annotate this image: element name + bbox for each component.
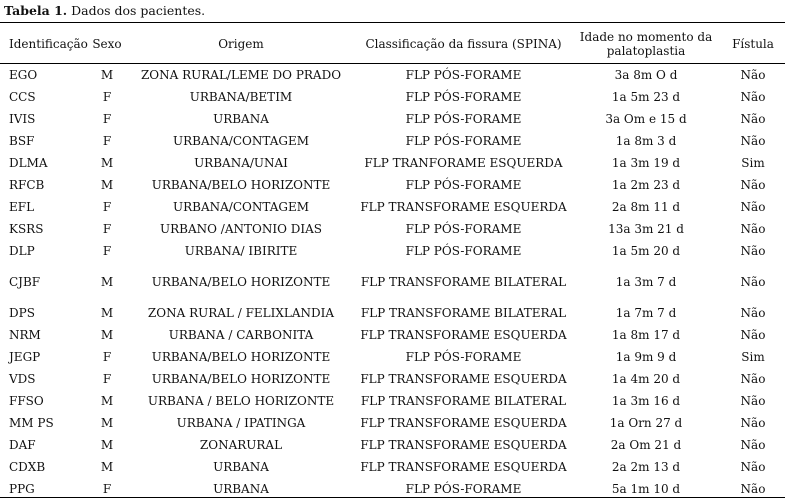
cell-sexo: F [102, 90, 112, 104]
column-header: Origem [218, 36, 264, 51]
cell-idade: 1a 9m 9 d [615, 350, 677, 364]
table-row [0, 174, 785, 196]
cell-fistula: Sim [741, 156, 765, 170]
table-row [0, 346, 785, 368]
cell-identificacao: RFCB [9, 178, 45, 192]
cell-identificacao: DAF [9, 438, 36, 452]
cell-idade: 2a 8m 11 d [611, 200, 681, 214]
cell-identificacao: CJBF [9, 274, 41, 289]
cell-identificacao: JEGP [9, 350, 41, 364]
cell-origem: URBANA/BETIM [189, 90, 293, 104]
cell-classificacao: FLP TRANSFORAME ESQUERDA [360, 328, 567, 342]
table-row [0, 456, 785, 478]
cell-origem: URBANA / CARBONITA [168, 328, 314, 342]
cell-sexo: F [102, 134, 112, 148]
cell-fistula: Não [740, 394, 766, 408]
cell-origem: URBANA/BELO HORIZONTE [151, 274, 331, 289]
column-header: Idade no momento da palatoplastia [579, 29, 713, 58]
table-row [0, 368, 785, 390]
cell-idade: 1a 2m 23 d [611, 178, 681, 192]
table-row [0, 412, 785, 434]
cell-sexo: M [100, 305, 114, 320]
cell-identificacao: BSF [9, 134, 35, 148]
cell-idade: 13a 3m 21 d [608, 222, 684, 236]
column-header: Classificação da fissura (SPINA) [365, 36, 562, 51]
table-row [0, 262, 785, 301]
cell-origem: ZONA RURAL / FELIXLANDIA [147, 305, 335, 320]
cell-idade: 1a 8m 3 d [615, 134, 677, 148]
cell-idade: 2a 2m 13 d [611, 460, 681, 474]
cell-sexo: M [100, 460, 114, 474]
cell-identificacao: DLP [9, 244, 35, 258]
cell-identificacao: DPS [9, 305, 35, 320]
cell-identificacao: KSRS [9, 222, 44, 236]
cell-fistula: Não [740, 305, 766, 320]
cell-idade: 2a Om 21 d [610, 438, 682, 452]
cell-fistula: Não [740, 200, 766, 214]
table-row [0, 152, 785, 174]
cell-sexo: M [100, 328, 114, 342]
table-row [0, 108, 785, 130]
cell-fistula: Não [740, 134, 766, 148]
cell-classificacao: FLP PÓS-FORAME [405, 134, 522, 148]
cell-identificacao: VDS [9, 372, 36, 386]
cell-identificacao: NRM [9, 328, 41, 342]
cell-fistula: Não [740, 178, 766, 192]
column-header: Fístula [732, 36, 774, 51]
cell-classificacao: FLP TRANSFORAME ESQUERDA [360, 200, 567, 214]
table-body [0, 64, 785, 500]
table-row [0, 390, 785, 412]
cell-idade: 1a Orn 27 d [609, 416, 683, 430]
cell-classificacao: FLP PÓS-FORAME [405, 482, 522, 496]
cell-idade: 1a 3m 7 d [615, 274, 677, 289]
cell-identificacao: IVIS [9, 112, 36, 126]
cell-identificacao: EFL [9, 200, 35, 214]
cell-fistula: Não [740, 274, 766, 289]
cell-classificacao: FLP PÓS-FORAME [405, 112, 522, 126]
cell-classificacao: FLP TRANSFORAME BILATERAL [360, 394, 567, 408]
cell-sexo: F [102, 112, 112, 126]
cell-identificacao: MM PS [9, 416, 54, 430]
cell-origem: URBANA [213, 112, 269, 126]
cell-classificacao: FLP PÓS-FORAME [405, 222, 522, 236]
cell-fistula: Não [740, 416, 766, 430]
caption-label: Tabela 1. [4, 3, 68, 18]
cell-origem: URBANA/BELO HORIZONTE [151, 178, 331, 192]
cell-identificacao: PPG [9, 482, 35, 496]
cell-classificacao: FLP PÓS-FORAME [405, 90, 522, 104]
cell-origem: URBANA [213, 482, 269, 496]
cell-classificacao: FLP TRANSFORAME ESQUERDA [360, 438, 567, 452]
table-row [0, 478, 785, 500]
table-row [0, 64, 785, 86]
table-row [0, 86, 785, 108]
cell-idade: 1a 4m 20 d [611, 372, 681, 386]
cell-fistula: Não [740, 482, 766, 496]
cell-idade: 3a 8m O d [614, 68, 678, 82]
table-row [0, 301, 785, 324]
cell-idade: 3a Om e 15 d [605, 112, 687, 126]
cell-sexo: M [100, 416, 114, 430]
cell-sexo: M [100, 394, 114, 408]
table-caption [4, 3, 205, 19]
cell-classificacao: FLP TRANFORAME ESQUERDA [364, 156, 563, 170]
cell-origem: URBANA / BELO HORIZONTE [147, 394, 335, 408]
cell-classificacao: FLP PÓS-FORAME [405, 244, 522, 258]
cell-fistula: Não [740, 438, 766, 452]
cell-classificacao: FLP TRANSFORAME ESQUERDA [360, 460, 567, 474]
cell-fistula: Não [740, 222, 766, 236]
cell-identificacao: CCS [9, 90, 36, 104]
cell-sexo: F [102, 372, 112, 386]
cell-origem: URBANA / IPATINGA [176, 416, 306, 430]
cell-fistula: Não [740, 460, 766, 474]
cell-sexo: M [100, 156, 114, 170]
header-row [0, 23, 785, 64]
column-header: Identificação [9, 36, 88, 51]
cell-sexo: F [102, 200, 112, 214]
cell-origem: URBANA/BELO HORIZONTE [151, 372, 331, 386]
cell-identificacao: EGO [9, 68, 38, 82]
cell-origem: ZONA RURAL/LEME DO PRADO [140, 68, 342, 82]
caption-text: Dados dos pacientes. [67, 3, 206, 18]
cell-classificacao: FLP PÓS-FORAME [405, 178, 522, 192]
table-row [0, 196, 785, 218]
cell-origem: URBANA/UNAI [194, 156, 288, 170]
table-row [0, 434, 785, 456]
cell-identificacao: CDXB [9, 460, 46, 474]
cell-sexo: F [102, 350, 112, 364]
cell-idade: 1a 3m 16 d [611, 394, 681, 408]
cell-idade: 1a 3m 19 d [611, 156, 681, 170]
cell-sexo: F [102, 482, 112, 496]
cell-idade: 1a 5m 20 d [611, 244, 681, 258]
cell-fistula: Não [740, 328, 766, 342]
cell-classificacao: FLP PÓS-FORAME [405, 68, 522, 82]
cell-idade: 1a 7m 7 d [615, 305, 677, 320]
table-row [0, 130, 785, 152]
cell-sexo: M [100, 274, 114, 289]
cell-idade: 5a 1m 10 d [611, 482, 681, 496]
table-row [0, 324, 785, 346]
cell-classificacao: FLP TRANSFORAME BILATERAL [360, 274, 567, 289]
cell-sexo: F [102, 222, 112, 236]
cell-identificacao: DLMA [9, 156, 48, 170]
cell-identificacao: FFSO [9, 394, 44, 408]
cell-idade: 1a 5m 23 d [611, 90, 681, 104]
cell-fistula: Sim [741, 350, 765, 364]
cell-sexo: M [100, 438, 114, 452]
cell-fistula: Não [740, 112, 766, 126]
table-row [0, 218, 785, 240]
cell-classificacao: FLP PÓS-FORAME [405, 350, 522, 364]
column-header: Sexo [92, 36, 122, 51]
table-row [0, 240, 785, 262]
cell-fistula: Não [740, 372, 766, 386]
cell-sexo: F [102, 244, 112, 258]
cell-fistula: Não [740, 244, 766, 258]
cell-origem: URBANA/BELO HORIZONTE [151, 350, 331, 364]
cell-fistula: Não [740, 90, 766, 104]
cell-origem: URBANA [213, 460, 269, 474]
cell-sexo: M [100, 178, 114, 192]
cell-origem: URBANA/CONTAGEM [172, 134, 309, 148]
cell-origem: URBANA/ IBIRITE [184, 244, 298, 258]
cell-origem: URBANA/CONTAGEM [172, 200, 309, 214]
cell-classificacao: FLP TRANSFORAME ESQUERDA [360, 372, 567, 386]
cell-fistula: Não [740, 68, 766, 82]
cell-origem: URBANO /ANTONIO DIAS [160, 222, 322, 236]
cell-classificacao: FLP TRANSFORAME ESQUERDA [360, 416, 567, 430]
cell-classificacao: FLP TRANSFORAME BILATERAL [360, 305, 567, 320]
patients-table [0, 23, 785, 500]
cell-origem: ZONARURAL [199, 438, 283, 452]
cell-idade: 1a 8m 17 d [611, 328, 681, 342]
cell-sexo: M [100, 68, 114, 82]
